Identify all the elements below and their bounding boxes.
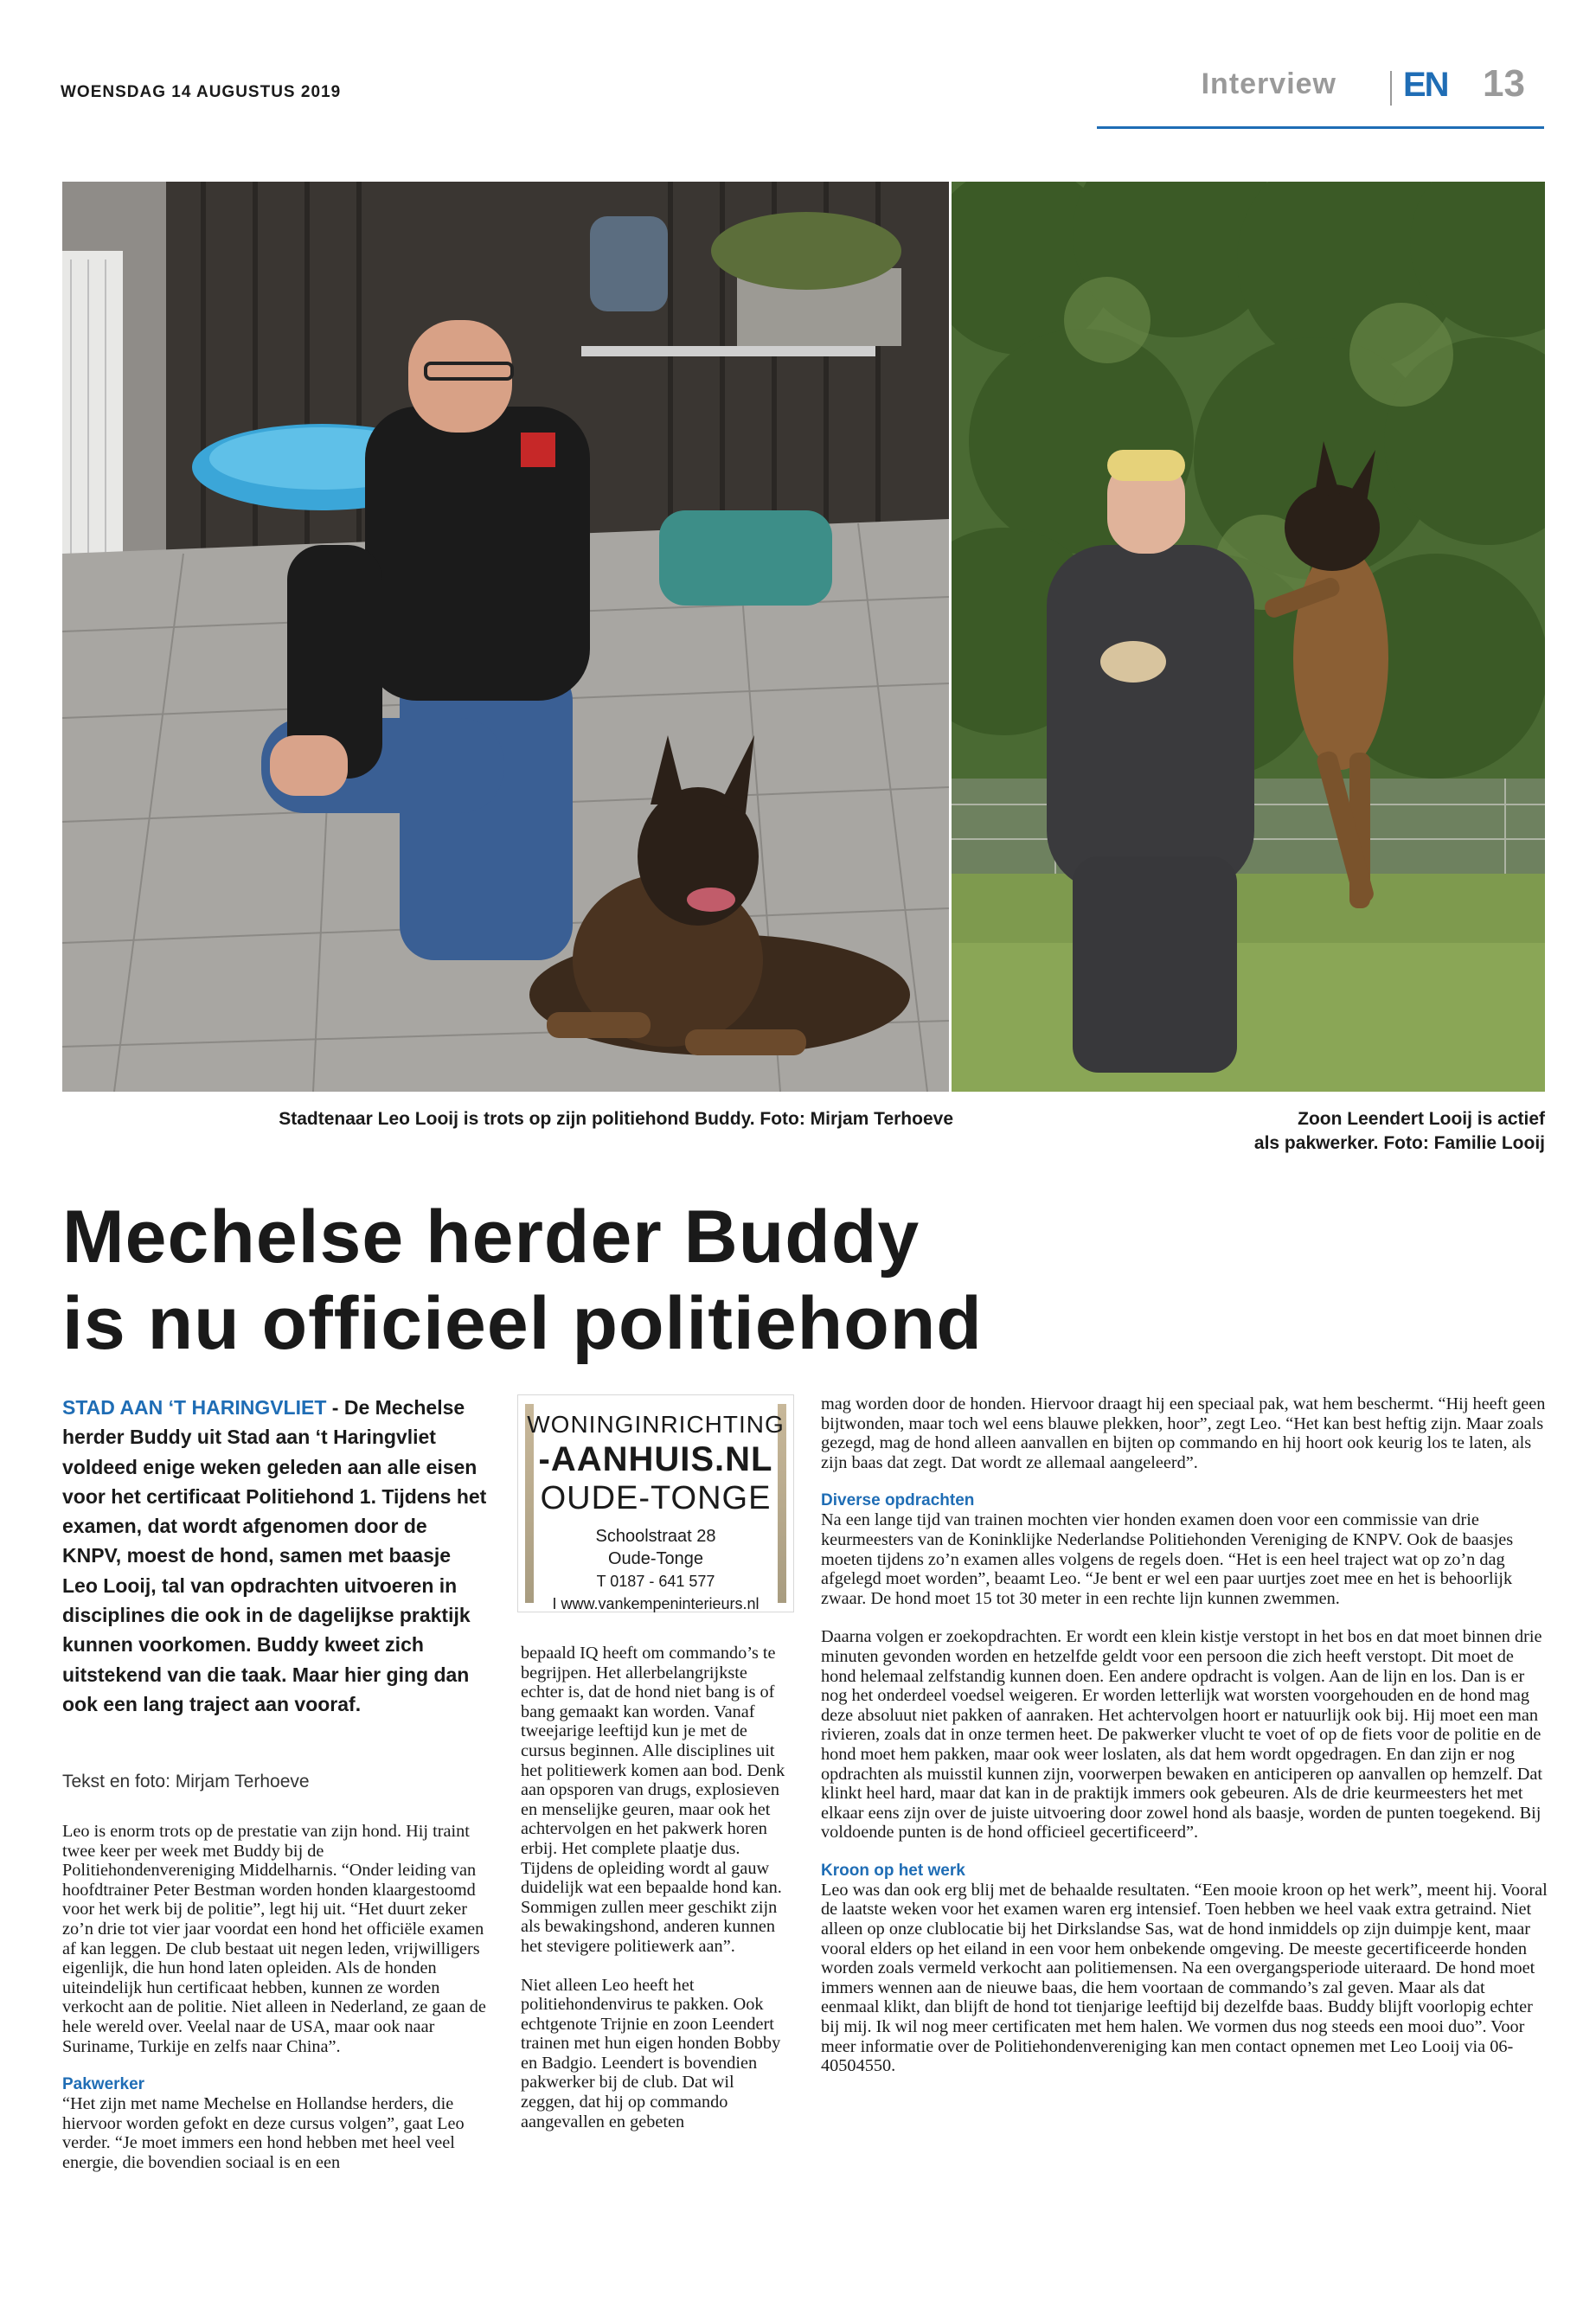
article-column-2	[521, 1644, 789, 2150]
paragraph: Niet alleen Leo heeft het politiehondenvirus te pakken. Ook echtgenote Trijnie en zoon Leendert trainen met hun eigen honden Bobby en Badgio. Leendert is bovendien pakwerker bij de club. Dat wil zeggen, dat hij op commando aangevallen en gebeten	[521, 1975, 781, 2131]
advertisement	[517, 1394, 794, 1612]
paragraph: “Het zijn met name Mechelse en Hollandse herders, die hiervoor worden gefokt en deze cursus volgen”, gaat Leo verder. “Je moet immers een hond hebben met heel veel energie, die bovendien sociaal is en een	[62, 2094, 465, 2172]
paragraph: bepaald IQ heeft om commando’s te begrijpen. Het allerbelangrijkste echter is, dat de hond niet bang is of bang gemaakt kan worden. Vanaf tweejarige leeftijd kun je met de cursus beginnen. Alle disciplines uit het politiewerk komen aan bod. Denk aan opsporen van drugs, explosieven en menselijke geuren, maar ook het achtervolgen en het pakwerk horen erbij. Het complete plaatje dus. Tijdens de opleiding wordt al gauw duidelijk wat een bepaalde hond kan. Sommigen zullen meer geschikt zijn als bewakingshond, anderen kunnen het stevigere politiewerk aan”.	[521, 1644, 785, 1956]
issue-date: WOENSDAG 14 AUGUSTUS 2019	[61, 83, 342, 101]
ad-brand: -AANHUIS.NL	[538, 1440, 773, 1478]
photo-leendert-pakwerker	[952, 182, 1545, 1092]
header-rule	[1097, 126, 1544, 129]
article-intro	[62, 1393, 488, 1719]
photo-caption-left: Stadtenaar Leo Looij is trots op zijn politiehond Buddy. Foto: Mirjam Terhoeve	[279, 1109, 953, 1129]
ad-line-3: OUDE-TONGE	[540, 1480, 772, 1516]
headline-line-1: Mechelse herder Buddy	[62, 1195, 920, 1279]
byline: Tekst en foto: Mirjam Terhoeve	[62, 1772, 310, 1791]
ad-website: I www.vankempeninterieurs.nl	[552, 1595, 760, 1612]
page-number: 13	[1483, 62, 1525, 105]
section-label: Interview	[1201, 67, 1336, 100]
ad-address	[518, 1525, 793, 1615]
en-logo: EN	[1403, 66, 1448, 104]
subheading-pakwerker: Pakwerker	[62, 2075, 145, 2094]
paragraph: Daarna volgen er zoekopdrachten. Er wordt een klein kistje verstopt in het bos en dat moet binnen drie minuten gevonden worden en hetzelfde geldt voor een persoon die zich heeft verstopt. Dit moet de hond helemaal zelfstandig kunnen doen. Een andere opdracht is volgen. Aan de lijn en los. Dan is er nog het onderdeel voedsel weigeren. Er worden letterlijk wat worsten voorgehouden en de hond mag deze absoluut niet pakken of aanraken. Het achtervolgen hoort er natuurlijk ook bij. Hij moet een man rivieren, zoals dat in onze termen heet. De pakwerker vlucht te voet of op de fiets voor de politie en de hond moet hem pakken, maar ook weer loslaten, als dat hem wordt opgedragen. En dan zijn er nog opdrachten als muisstil kunnen zijn, voorwerpen bewaken en anticiperen op aanvallen op hemzelf. Dat klinkt heel hard, maar dat kan in de praktijk immers ook gebeuren. Als de drie keurmeesters het met elkaar eens zijn over de juiste uitvoering door zowel hond als baasje, worden de punten toegekend. Bij voldoende punten is de hond officieel gecertificeerd”.	[821, 1627, 1543, 1843]
photo-caption-right	[1125, 1107, 1545, 1156]
paragraph: Leo was dan ook erg blij met de behaalde resultaten. “Een mooie kroon op het werk”, meent hij. Vooral de laatste weken voor het examen waren erg intensief. Toen hebben we heel vaak extra getraind. Niet alleen op onze clublocatie bij het Dirkslandse Sas, wat de hond inmiddels op zijn duimpje kent, maar vooral elders op het eiland in een voor hem onbekende omgeving. De meeste gecertificeerde honden worden zoals vermeld verkocht aan politiemensen. Na een overgangsperiode uiteraard. De hond moet immers wennen aan de nieuwe baas, die hem voortaan de commando’s zal geven. Maar als dat eenmaal klikt, dan blijft de hond tot tienjarige leeftijd bij dezelfde baas. Buddy blijft voorlopig echter bij mij. Ik wil nog meer certificaten met hem halen. We vormen dus nog steeds een mooi duo”. Voor meer informatie over de Politiehondenvereniging kan men contact opnemen met Leo Looij via 06-40504550.	[821, 1880, 1548, 2076]
ad-phone: T 0187 - 641 577	[596, 1573, 715, 1590]
photo-caption-right-line1: Zoon Leendert Looij is actief	[1298, 1109, 1545, 1129]
subheading-diverse-opdrachten: Diverse opdrachten	[821, 1491, 975, 1510]
dateline-kicker: STAD AAN ‘T HARINGVLIET	[62, 1396, 327, 1419]
article-column-3	[821, 1394, 1548, 2095]
headline	[62, 1194, 1100, 1367]
subheading-kroon-op-het-werk: Kroon op het werk	[821, 1861, 965, 1880]
headline-line-2: is nu officieel politiehond	[62, 1282, 983, 1365]
intro-text: - De Mechelse herder Buddy uit Stad aan ‘t Haringvliet voldeed enige weken geleden aan alle eisen voor het certificaat Politiehond 1. Tijdens het examen, dat wordt afgenomen door de KNPV, moest de hond, samen met baasje Leo Looij, tal van opdrachten uitvoeren in disciplines die ook in de dagelijkse praktijk kunnen voorkomen. Buddy kweet zich uitstekend van die taak. Maar hier ging dan ook een lang traject aan vooraf.	[62, 1396, 487, 1715]
paragraph: mag worden door de honden. Hiervoor draagt hij een speciaal pak, wat hem beschermt. “Hij heeft geen bijtwonden, maar toch wel eens blauwe plekken, hoor”, zegt Leo. “Het kan best heftig zijn. Maar zoals gezegd, mag de hond alleen aanvallen en bijten op commando en hij hoort ook keurig los te laten, als zijn baas dat zegt. Dat wordt ze allemaal aangeleerd”.	[821, 1394, 1546, 1472]
paragraph: Na een lange tijd van trainen mochten vier honden examen doen voor een commissie van drie keurmeesters van de Koninklijke Nederlandse Politiehonden Vereniging de KNPV. Ook de baasjes moeten tijdens zo’n examen alles volgens de regels doen. “Het is een heel traject wat op zo’n dag afgelegd moet worden”, beaamt Leo. “Je bent er wel een paar uurtjes zoet mee en het is behoorlijk zwaar. De hond moet 15 tot 30 meter in een rechte lijn kunnen zwemmen.	[821, 1510, 1514, 1608]
ad-city: Oude-Tonge	[607, 1549, 704, 1568]
header-separator	[1390, 71, 1392, 106]
ad-street: Schoolstraat 28	[595, 1527, 716, 1546]
paragraph: Leo is enorm trots op de prestatie van zijn hond. Hij traint twee keer per week met Buddy bij de Politiehondenvereniging Middelharnis. “Onder leiding van hoofdtrainer Peter Bestman worden honden klaargestoomd voor het werk bij de politie”, legt hij uit. “Het duurt zeker zo’n drie tot vier jaar voordat een hond het officiële examen af kan leggen. De club bestaat uit negen leden, vrijwilligers eigenlijk, die hun hond laten opleiden. Als de honden uiteindelijk hun certificaat hebben, kunnen ze worden verkocht aan de politie. Niet alleen in Nederland, ze gaan de hele wereld over. Veelal naar de USA, maar ook naar Suriname, Turkije en zelfs naar China”.	[62, 1822, 486, 2056]
photo-caption-right-line2: als pakwerker. Foto: Familie Looij	[1253, 1133, 1545, 1153]
article-column-1	[62, 1822, 488, 2192]
photo-leo-and-buddy	[62, 182, 949, 1092]
ad-line-1: WONINGINRICHTING	[527, 1411, 785, 1438]
